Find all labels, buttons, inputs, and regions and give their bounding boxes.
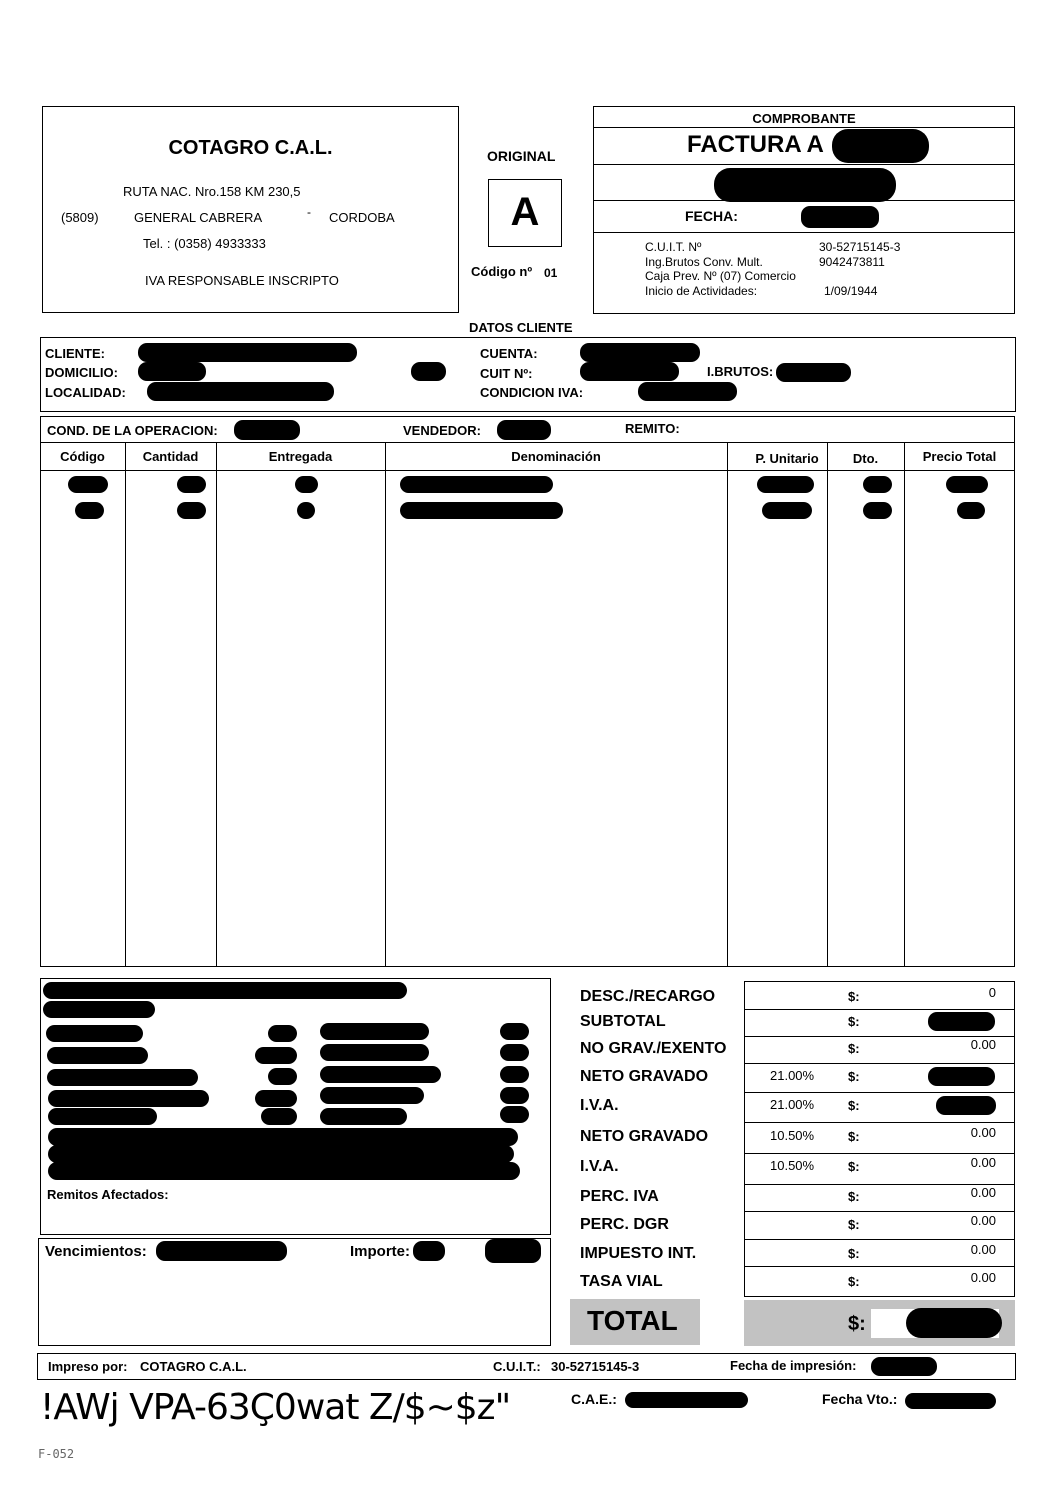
totals-label: DESC./RECARGO — [580, 988, 716, 1005]
redacted-importe-1 — [413, 1241, 445, 1261]
totals-currency: $: — [848, 1217, 860, 1232]
redacted-invoice-barcode — [714, 168, 896, 202]
totals-value: 0.00 — [970, 1155, 996, 1170]
form-code: F-052 — [38, 1447, 75, 1461]
totals-row-divider — [744, 1122, 1015, 1123]
totals-value: 0.00 — [970, 1125, 996, 1140]
inicio-value: 1/09/1944 — [824, 284, 878, 298]
totals-value-redaction — [936, 1096, 996, 1115]
col-divider-5 — [827, 442, 828, 967]
notes-redaction — [320, 1087, 424, 1104]
col-divider-3 — [385, 442, 386, 967]
ib-value: 9042473811 — [819, 255, 885, 269]
totals-row-divider — [744, 1211, 1015, 1212]
redacted-fecha-impresion — [871, 1357, 937, 1376]
totals-label: SUBTOTAL — [580, 1013, 666, 1030]
totals-row-divider — [744, 1063, 1015, 1064]
totals-label: I.V.A. — [580, 1158, 619, 1175]
table-row-redaction — [946, 476, 988, 493]
redacted-date — [801, 206, 879, 228]
totals-value: 0 — [988, 985, 996, 1000]
redacted-invoice-number — [832, 129, 929, 163]
redacted-ibrutos — [776, 363, 851, 382]
redacted-cond-operacion — [234, 420, 300, 440]
cae-label: C.A.E.: — [571, 1391, 617, 1407]
notes-redaction — [500, 1087, 529, 1104]
notes-redaction — [43, 1001, 155, 1018]
redacted-vendedor — [497, 420, 551, 440]
cuenta-label: CUENTA: — [480, 346, 538, 361]
notes-redaction — [48, 1145, 514, 1163]
company-iva-condition: IVA RESPONSABLE INSCRIPTO — [145, 273, 339, 288]
col-header-precio-total: Precio Total — [922, 449, 997, 464]
cond-operacion-label: COND. DE LA OPERACION: — [47, 423, 218, 438]
totals-currency: $: — [848, 1189, 860, 1204]
remito-label: REMITO: — [625, 421, 680, 436]
notes-redaction — [48, 1162, 520, 1180]
notes-redaction — [48, 1090, 209, 1107]
domicilio-label: DOMICILIO: — [45, 365, 118, 380]
totals-rate: 10.50% — [770, 1158, 815, 1173]
redacted-condicion-iva — [638, 382, 737, 401]
redacted-vencimientos — [156, 1241, 287, 1261]
totals-row-divider — [744, 1092, 1015, 1093]
comprobante-label: COMPROBANTE — [752, 111, 856, 126]
company-address: RUTA NAC. Nro.158 KM 230,5 — [123, 184, 301, 199]
notes-redaction — [47, 1069, 198, 1086]
totals-row-divider — [744, 1239, 1015, 1240]
col-divider-6 — [904, 442, 905, 967]
totals-rate: 10.50% — [770, 1128, 815, 1143]
total-label: TOTAL — [587, 1305, 678, 1336]
code-value: 01 — [544, 266, 558, 280]
totals-value: 0.00 — [970, 1185, 996, 1200]
table-row-redaction — [295, 476, 318, 493]
fecha-impresion-label: Fecha de impresión: — [730, 1358, 857, 1373]
totals-label: NO GRAV./EXENTO — [580, 1040, 727, 1057]
notes-redaction — [255, 1090, 297, 1107]
redacted-localidad — [147, 382, 334, 401]
table-row-redaction — [297, 502, 315, 519]
col-header-denominacion: Denominación — [511, 449, 601, 464]
notes-redaction — [43, 982, 407, 999]
total-currency: $: — [848, 1313, 866, 1335]
totals-label: PERC. IVA — [580, 1188, 659, 1205]
notes-redaction — [268, 1068, 297, 1085]
col-header-entregada: Entregada — [268, 449, 333, 464]
fecha-vto-label: Fecha Vto.: — [822, 1391, 898, 1407]
totals-value-redaction — [928, 1067, 995, 1086]
redacted-domicilio — [138, 362, 206, 381]
totals-label: PERC. DGR — [580, 1216, 669, 1233]
table-row-redaction — [400, 502, 563, 519]
redacted-cae — [625, 1392, 748, 1408]
totals-rate: 21.00% — [770, 1068, 815, 1083]
table-row-redaction — [68, 476, 108, 493]
totals-currency: $: — [848, 1129, 860, 1144]
col-header-p-unitario: P. Unitario — [755, 451, 819, 466]
totals-value-redaction — [928, 1012, 995, 1031]
table-row-redaction — [863, 502, 892, 519]
vencimientos-label: Vencimientos: — [45, 1243, 147, 1260]
items-header-divider — [40, 470, 1015, 471]
table-row-redaction — [177, 502, 206, 519]
company-name: COTAGRO C.A.L. — [168, 137, 333, 159]
impreso-label: Impreso por: — [48, 1359, 128, 1374]
redacted-total — [906, 1308, 1002, 1338]
notes-redaction — [500, 1066, 529, 1083]
totals-currency: $: — [848, 989, 860, 1004]
totals-label: TASA VIAL — [580, 1273, 663, 1290]
totals-label: NETO GRAVADO — [580, 1068, 709, 1085]
totals-currency: $: — [848, 1274, 860, 1289]
comprobante-divider-4 — [593, 232, 1015, 233]
col-divider-1 — [125, 442, 126, 967]
col-divider-4 — [727, 442, 728, 967]
totals-value: 0.00 — [970, 1213, 996, 1228]
comprobante-divider-1 — [593, 127, 1015, 128]
cuit-value: 30-52715145-3 — [819, 240, 901, 254]
totals-label: NETO GRAVADO — [580, 1128, 709, 1145]
totals-label: IMPUESTO INT. — [580, 1245, 697, 1262]
totals-value: 0.00 — [970, 1270, 996, 1285]
table-row-redaction — [400, 476, 553, 493]
notes-redaction — [268, 1025, 297, 1042]
ib-label: Ing.Brutos Conv. Mult. — [645, 255, 763, 269]
table-row-redaction — [863, 476, 892, 493]
col-header-codigo: Código — [60, 449, 105, 464]
totals-currency: $: — [848, 1014, 860, 1029]
totals-label: I.V.A. — [580, 1097, 619, 1114]
cuit-label: C.U.I.T. Nº — [645, 240, 702, 254]
importe-label: Importe: — [350, 1243, 410, 1260]
company-separator: - — [307, 205, 311, 219]
col-header-cantidad: Cantidad — [142, 449, 199, 464]
inicio-label: Inicio de Actividades: — [645, 284, 758, 298]
table-row-redaction — [757, 476, 814, 493]
redacted-client-name — [138, 343, 357, 362]
notes-redaction — [500, 1044, 529, 1061]
date-label: FECHA: — [685, 208, 738, 224]
footer-cuit-label: C.U.I.T.: — [493, 1359, 541, 1374]
invoice-letter: A — [510, 190, 540, 234]
company-city: GENERAL CABRERA — [134, 210, 263, 225]
impreso-value: COTAGRO C.A.L. — [140, 1359, 247, 1374]
notes-redaction — [320, 1066, 441, 1083]
totals-value: 0.00 — [970, 1242, 996, 1257]
col-header-dto: Dto. — [852, 451, 879, 466]
totals-currency: $: — [848, 1069, 860, 1084]
totals-row-divider — [744, 1153, 1015, 1154]
client-section-title: DATOS CLIENTE — [469, 320, 573, 335]
caja-label: Caja Prev. Nº (07) Comercio — [645, 269, 796, 283]
notes-redaction — [320, 1108, 407, 1125]
remitos-label: Remitos Afectados: — [47, 1187, 169, 1202]
copy-label: ORIGINAL — [487, 148, 556, 164]
notes-redaction — [46, 1025, 143, 1042]
notes-redaction — [47, 1047, 148, 1064]
redacted-importe-2 — [485, 1239, 541, 1263]
notes-redaction — [500, 1106, 529, 1123]
redacted-client-cuit — [580, 362, 679, 381]
company-phone: Tel. : (0358) 4933333 — [143, 236, 266, 251]
notes-redaction — [320, 1023, 429, 1040]
code-label: Código nº — [471, 264, 533, 279]
totals-currency: $: — [848, 1159, 860, 1174]
condicion-iva-label: CONDICION IVA: — [480, 385, 584, 400]
notes-redaction — [48, 1128, 518, 1146]
barcode-text: !AWj VPA-63Ç0wat Z/$~$z" — [40, 1387, 511, 1428]
footer-cuit-value: 30-52715145-3 — [551, 1359, 640, 1374]
table-row-redaction — [762, 502, 812, 519]
localidad-label: LOCALIDAD: — [45, 385, 126, 400]
totals-value: 0.00 — [970, 1037, 996, 1052]
col-divider-2 — [216, 442, 217, 967]
table-row-redaction — [75, 502, 104, 519]
notes-redaction — [255, 1047, 297, 1064]
notes-redaction — [320, 1044, 429, 1061]
notes-redaction — [261, 1108, 297, 1125]
table-row-redaction — [957, 502, 985, 519]
redacted-cuenta — [580, 343, 700, 362]
totals-row-divider — [744, 1266, 1015, 1267]
notes-redaction — [500, 1023, 529, 1040]
totals-currency: $: — [848, 1098, 860, 1113]
totals-currency: $: — [848, 1041, 860, 1056]
cliente-label: CLIENTE: — [45, 346, 105, 361]
totals-currency: $: — [848, 1246, 860, 1261]
vendedor-label: VENDEDOR: — [403, 423, 482, 438]
cuit-client-label: CUIT Nº: — [480, 366, 533, 381]
redacted-domicilio-number — [411, 362, 446, 381]
totals-row-divider — [744, 1009, 1015, 1010]
table-row-redaction — [177, 476, 206, 493]
invoice-type: FACTURA A — [687, 131, 824, 158]
operation-divider — [40, 442, 1015, 443]
comprobante-divider-2 — [593, 164, 1015, 165]
company-province: CORDOBA — [329, 210, 395, 225]
notes-redaction — [48, 1108, 157, 1125]
company-postal-code: (5809) — [61, 210, 99, 225]
totals-rate: 21.00% — [770, 1097, 815, 1112]
ibrutos-label: I.BRUTOS: — [707, 364, 774, 379]
redacted-fecha-vto — [905, 1393, 996, 1409]
items-box — [40, 416, 1015, 967]
